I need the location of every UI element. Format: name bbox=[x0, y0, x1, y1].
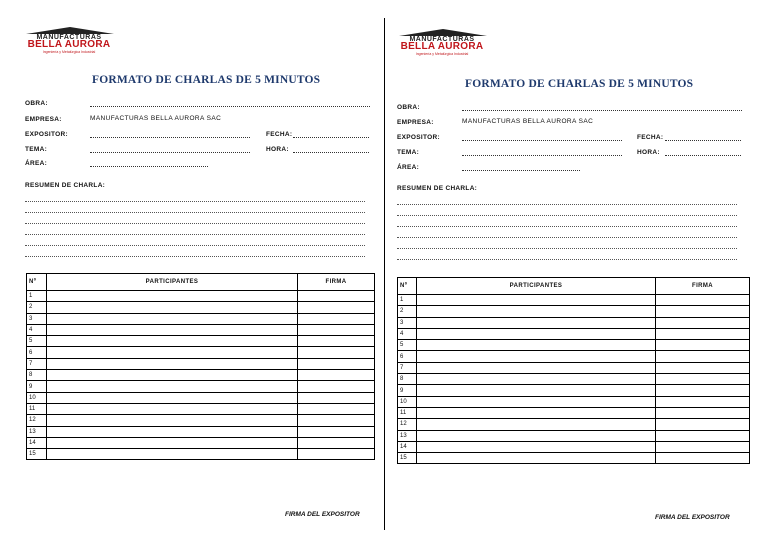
signature-cell[interactable] bbox=[656, 374, 750, 385]
signature-cell[interactable] bbox=[298, 449, 375, 460]
hora-label: HORA: bbox=[266, 146, 289, 153]
row-number: 1 bbox=[27, 291, 47, 302]
fecha-label: FECHA: bbox=[266, 131, 293, 138]
row-number: 15 bbox=[27, 449, 47, 460]
signature-cell[interactable] bbox=[298, 403, 375, 414]
row-number: 2 bbox=[398, 306, 417, 317]
signature-cell[interactable] bbox=[298, 426, 375, 437]
row-number: 8 bbox=[398, 374, 417, 385]
row-number: 1 bbox=[398, 295, 417, 306]
table-row bbox=[27, 449, 375, 460]
table-row bbox=[27, 358, 375, 369]
row-number: 7 bbox=[27, 358, 47, 369]
participant-cell[interactable] bbox=[47, 437, 298, 448]
table-row bbox=[27, 347, 375, 358]
firma-expositor-label: FIRMA DEL EXPOSITOR bbox=[655, 514, 730, 521]
table-row bbox=[27, 336, 375, 347]
signature-cell[interactable] bbox=[656, 430, 750, 441]
signature-cell[interactable] bbox=[298, 302, 375, 313]
row-number: 2 bbox=[27, 302, 47, 313]
table-row bbox=[27, 324, 375, 335]
table-row bbox=[27, 437, 375, 448]
table-row bbox=[398, 351, 750, 362]
signature-cell[interactable] bbox=[656, 317, 750, 328]
company-logo bbox=[24, 27, 116, 53]
table-row bbox=[398, 317, 750, 328]
hora-label: HORA: bbox=[637, 149, 660, 156]
signature-cell[interactable] bbox=[656, 340, 750, 351]
participant-cell[interactable] bbox=[47, 347, 298, 358]
signature-cell[interactable] bbox=[656, 453, 750, 464]
tema-label: TEMA: bbox=[397, 149, 420, 156]
row-number: 12 bbox=[27, 415, 47, 426]
row-number: 8 bbox=[27, 370, 47, 381]
row-number: 14 bbox=[27, 437, 47, 448]
table-header-row bbox=[398, 278, 750, 295]
table-row bbox=[398, 362, 750, 373]
table-row bbox=[398, 419, 750, 430]
participant-cell[interactable] bbox=[47, 426, 298, 437]
form-title: FORMATO DE CHARLAS DE 5 MINUTOS bbox=[465, 78, 694, 90]
col-participantes-header: PARTICIPANTES bbox=[47, 274, 298, 291]
empresa-value: MANUFACTURAS BELLA AURORA SAC bbox=[90, 115, 222, 122]
resumen-line[interactable] bbox=[25, 234, 365, 235]
table-row bbox=[27, 392, 375, 403]
col-participantes-header: PARTICIPANTES bbox=[417, 278, 656, 295]
signature-cell[interactable] bbox=[656, 419, 750, 430]
participant-cell[interactable] bbox=[417, 374, 656, 385]
obra-label: OBRA: bbox=[397, 104, 420, 111]
participant-cell[interactable] bbox=[417, 453, 656, 464]
area-label: ÁREA: bbox=[25, 160, 48, 167]
participant-cell[interactable] bbox=[47, 449, 298, 460]
logo-main-text: BELLA AURORA bbox=[400, 41, 484, 52]
obra-field[interactable] bbox=[462, 110, 742, 111]
resumen-line[interactable] bbox=[397, 204, 737, 205]
logo-roof-icon bbox=[26, 27, 114, 34]
expositor-field[interactable] bbox=[462, 140, 622, 141]
row-number: 5 bbox=[398, 340, 417, 351]
table-row bbox=[398, 396, 750, 407]
participant-cell[interactable] bbox=[47, 358, 298, 369]
table-row bbox=[398, 441, 750, 452]
resumen-line[interactable] bbox=[397, 248, 737, 249]
signature-cell[interactable] bbox=[656, 407, 750, 418]
tema-label: TEMA: bbox=[25, 146, 48, 153]
row-number: 13 bbox=[398, 430, 417, 441]
participant-cell[interactable] bbox=[417, 295, 656, 306]
col-num-header: Nº bbox=[27, 274, 47, 291]
resumen-line[interactable] bbox=[25, 201, 365, 202]
table-row bbox=[398, 407, 750, 418]
signature-cell[interactable] bbox=[656, 351, 750, 362]
resumen-line[interactable] bbox=[397, 259, 737, 260]
participant-cell[interactable] bbox=[47, 415, 298, 426]
tema-field[interactable] bbox=[462, 155, 622, 156]
resumen-line[interactable] bbox=[25, 212, 365, 213]
table-row bbox=[27, 302, 375, 313]
obra-label: OBRA: bbox=[25, 100, 48, 107]
empresa-label: EMPRESA: bbox=[25, 116, 62, 123]
logo-sub-text: Ingeniería y Metalúrgica Industrial bbox=[415, 52, 469, 56]
area-label: ÁREA: bbox=[397, 164, 420, 171]
participant-cell[interactable] bbox=[47, 392, 298, 403]
table-row bbox=[27, 313, 375, 324]
resumen-line[interactable] bbox=[25, 245, 365, 246]
participant-cell[interactable] bbox=[47, 336, 298, 347]
logo-main-text: BELLA AURORA bbox=[27, 39, 111, 50]
signature-cell[interactable] bbox=[298, 392, 375, 403]
fecha-field[interactable] bbox=[293, 137, 369, 138]
row-number: 3 bbox=[27, 313, 47, 324]
row-number: 6 bbox=[398, 351, 417, 362]
logo-top-text: MANUFACTURAS bbox=[409, 36, 475, 43]
resumen-label: RESUMEN DE CHARLA: bbox=[397, 185, 478, 192]
empresa-value: MANUFACTURAS BELLA AURORA SAC bbox=[462, 118, 594, 125]
fecha-label: FECHA: bbox=[637, 134, 664, 141]
resumen-line[interactable] bbox=[397, 215, 737, 216]
table-row bbox=[398, 430, 750, 441]
resumen-line[interactable] bbox=[397, 226, 737, 227]
table-row bbox=[398, 295, 750, 306]
row-number: 12 bbox=[398, 419, 417, 430]
col-firma-header: FIRMA bbox=[298, 274, 375, 291]
signature-cell[interactable] bbox=[298, 324, 375, 335]
row-number: 15 bbox=[398, 453, 417, 464]
row-number: 9 bbox=[398, 385, 417, 396]
table-header-row bbox=[27, 274, 375, 291]
table-row bbox=[27, 291, 375, 302]
signature-cell[interactable] bbox=[298, 370, 375, 381]
table-row bbox=[398, 385, 750, 396]
form-title: FORMATO DE CHARLAS DE 5 MINUTOS bbox=[92, 74, 321, 86]
participant-cell[interactable] bbox=[47, 381, 298, 392]
signature-cell[interactable] bbox=[656, 396, 750, 407]
expositor-label: EXPOSITOR: bbox=[397, 134, 440, 141]
logo-sub-text: Ingeniería y Metalúrgica Industrial bbox=[42, 50, 96, 54]
obra-field[interactable] bbox=[90, 106, 370, 107]
resumen-line[interactable] bbox=[25, 256, 365, 257]
row-number: 3 bbox=[398, 317, 417, 328]
participant-cell[interactable] bbox=[417, 419, 656, 430]
participant-cell[interactable] bbox=[47, 370, 298, 381]
empresa-label: EMPRESA: bbox=[397, 119, 434, 126]
area-field[interactable] bbox=[462, 170, 580, 171]
participant-cell[interactable] bbox=[417, 362, 656, 373]
participants-table bbox=[26, 273, 375, 460]
table-row bbox=[398, 340, 750, 351]
participant-cell[interactable] bbox=[417, 351, 656, 362]
signature-cell[interactable] bbox=[298, 358, 375, 369]
signature-cell[interactable] bbox=[298, 437, 375, 448]
participant-cell[interactable] bbox=[417, 407, 656, 418]
participant-cell[interactable] bbox=[47, 291, 298, 302]
table-row bbox=[27, 403, 375, 414]
area-field[interactable] bbox=[90, 166, 208, 167]
row-number: 13 bbox=[27, 426, 47, 437]
participant-cell[interactable] bbox=[417, 306, 656, 317]
signature-cell[interactable] bbox=[656, 362, 750, 373]
participant-cell[interactable] bbox=[417, 396, 656, 407]
col-num-header: Nº bbox=[398, 278, 417, 295]
participant-cell[interactable] bbox=[417, 430, 656, 441]
signature-cell[interactable] bbox=[298, 381, 375, 392]
table-row bbox=[398, 453, 750, 464]
signature-cell[interactable] bbox=[656, 306, 750, 317]
signature-cell[interactable] bbox=[298, 336, 375, 347]
expositor-field[interactable] bbox=[90, 137, 250, 138]
table-row bbox=[398, 306, 750, 317]
logo-top-text: MANUFACTURAS bbox=[36, 34, 102, 41]
expositor-label: EXPOSITOR: bbox=[25, 131, 68, 138]
resumen-label: RESUMEN DE CHARLA: bbox=[25, 182, 106, 189]
signature-cell[interactable] bbox=[656, 295, 750, 306]
participant-cell[interactable] bbox=[47, 302, 298, 313]
row-number: 6 bbox=[27, 347, 47, 358]
table-row bbox=[398, 328, 750, 339]
signature-cell[interactable] bbox=[656, 385, 750, 396]
signature-cell[interactable] bbox=[298, 313, 375, 324]
participant-cell[interactable] bbox=[417, 385, 656, 396]
table-row bbox=[27, 426, 375, 437]
row-number: 10 bbox=[398, 396, 417, 407]
table-row bbox=[27, 370, 375, 381]
row-number: 14 bbox=[398, 441, 417, 452]
participant-cell[interactable] bbox=[47, 324, 298, 335]
col-firma-header: FIRMA bbox=[656, 278, 750, 295]
resumen-line[interactable] bbox=[25, 223, 365, 224]
participant-cell[interactable] bbox=[417, 317, 656, 328]
table-row bbox=[27, 381, 375, 392]
participant-cell[interactable] bbox=[417, 340, 656, 351]
table-row bbox=[27, 415, 375, 426]
participant-cell[interactable] bbox=[417, 328, 656, 339]
participant-cell[interactable] bbox=[417, 441, 656, 452]
row-number: 11 bbox=[398, 407, 417, 418]
row-number: 4 bbox=[398, 328, 417, 339]
form-sheet-right bbox=[385, 0, 768, 543]
signature-cell[interactable] bbox=[298, 291, 375, 302]
resumen-line[interactable] bbox=[397, 237, 737, 238]
signature-cell[interactable] bbox=[656, 441, 750, 452]
row-number: 10 bbox=[27, 392, 47, 403]
firma-expositor-label: FIRMA DEL EXPOSITOR bbox=[285, 511, 360, 518]
table-row bbox=[398, 374, 750, 385]
signature-cell[interactable] bbox=[656, 328, 750, 339]
participants-table bbox=[397, 277, 750, 464]
row-number: 7 bbox=[398, 362, 417, 373]
row-number: 4 bbox=[27, 324, 47, 335]
signature-cell[interactable] bbox=[298, 415, 375, 426]
fecha-field[interactable] bbox=[665, 140, 741, 141]
company-logo bbox=[397, 29, 489, 55]
signature-cell[interactable] bbox=[298, 347, 375, 358]
row-number: 9 bbox=[27, 381, 47, 392]
row-number: 11 bbox=[27, 403, 47, 414]
hora-field[interactable] bbox=[293, 152, 369, 153]
logo-roof-icon bbox=[399, 29, 487, 36]
participant-cell[interactable] bbox=[47, 403, 298, 414]
row-number: 5 bbox=[27, 336, 47, 347]
participant-cell[interactable] bbox=[47, 313, 298, 324]
tema-field[interactable] bbox=[90, 152, 250, 153]
hora-field[interactable] bbox=[665, 155, 741, 156]
